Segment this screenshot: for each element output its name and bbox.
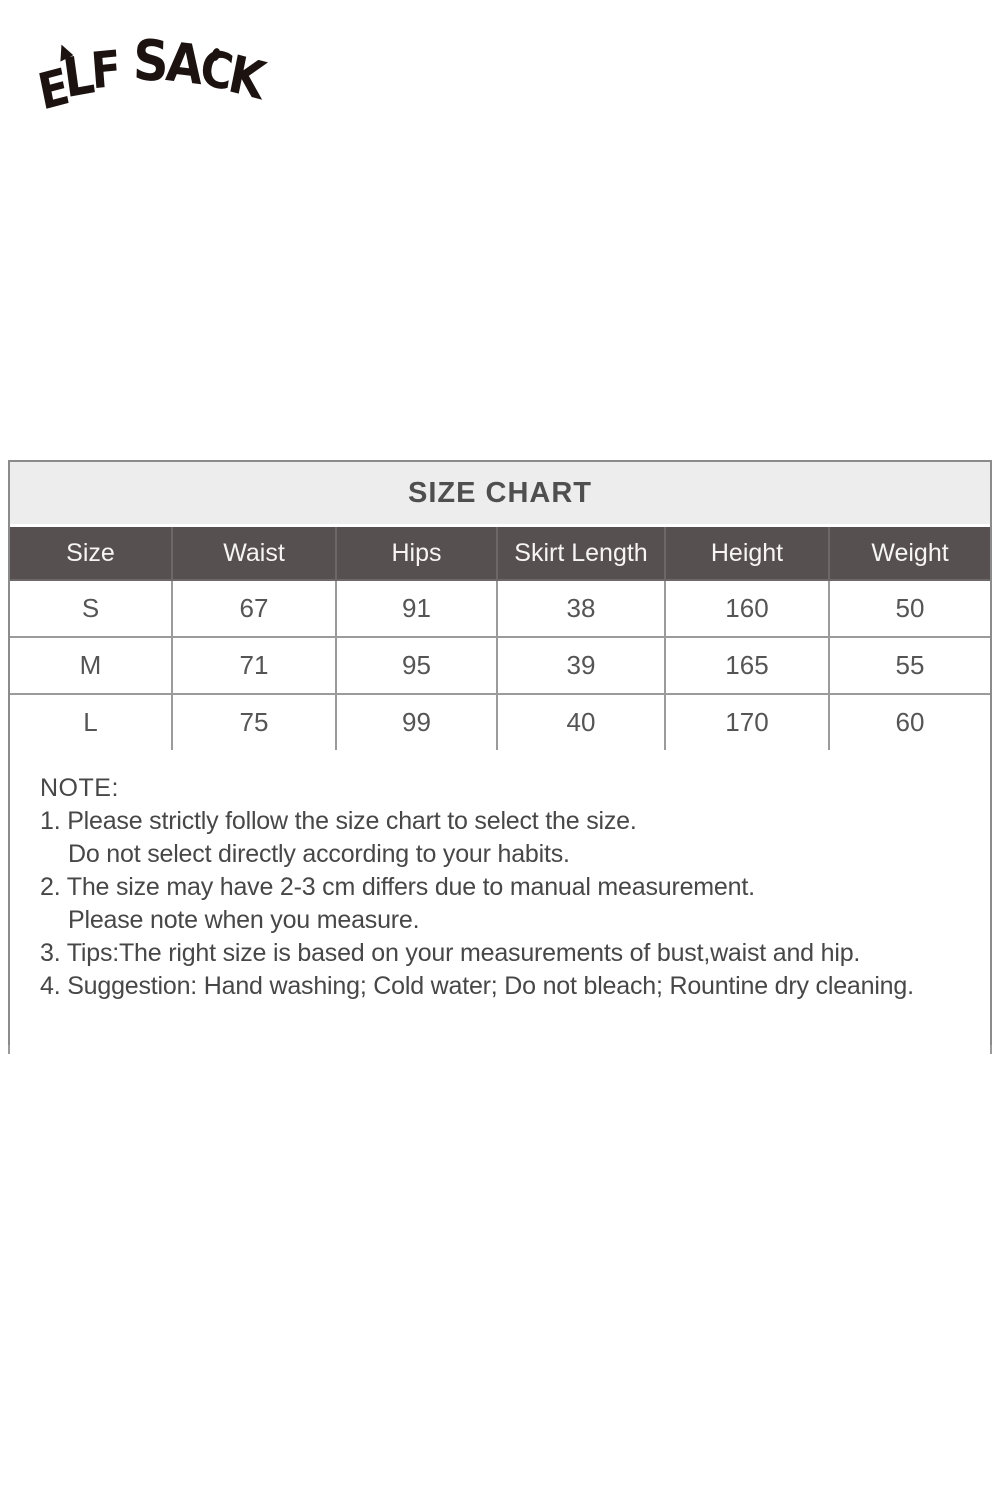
value-cell: 71 bbox=[172, 637, 336, 694]
value-cell: 55 bbox=[829, 637, 990, 694]
table-row-m bbox=[10, 637, 990, 694]
note-line-2: 2. The size may have 2-3 cm differs due to manual measurement. bbox=[40, 873, 755, 901]
column-header-size: Size bbox=[10, 527, 172, 580]
table-row-s bbox=[10, 580, 990, 637]
size-chart-title: SIZE CHART bbox=[10, 462, 990, 527]
logo-letter: S bbox=[131, 28, 167, 95]
value-cell: 39 bbox=[497, 637, 665, 694]
value-cell: 95 bbox=[336, 637, 497, 694]
column-header-height: Height bbox=[665, 527, 829, 580]
note-line-1: 1. Please strictly follow the size chart to select the size. bbox=[40, 807, 637, 835]
value-cell: 60 bbox=[829, 694, 990, 750]
brand-logo bbox=[33, 28, 268, 142]
table-row-l bbox=[10, 694, 990, 750]
value-cell: 160 bbox=[665, 580, 829, 637]
logo-letter: L bbox=[59, 42, 96, 111]
note-section bbox=[10, 750, 990, 1047]
header-row bbox=[10, 527, 990, 580]
value-cell: 165 bbox=[665, 637, 829, 694]
size-chart-panel bbox=[8, 460, 992, 1050]
column-header-weight: Weight bbox=[829, 527, 990, 580]
value-cell: 40 bbox=[497, 694, 665, 750]
note-line-1b: Do not select directly according to your habits. bbox=[68, 840, 570, 868]
note-line-4: 4. Suggestion: Hand washing; Cold water; Do not bleach; Rountine dry cleaning. bbox=[40, 972, 914, 1000]
size-cell: M bbox=[10, 637, 172, 694]
logo-letter: K bbox=[223, 44, 268, 112]
next-section-top-edge bbox=[8, 1045, 992, 1054]
logo-letter: C bbox=[196, 38, 235, 102]
value-cell: 50 bbox=[829, 580, 990, 637]
note-line-2b: Please note when you measure. bbox=[68, 906, 420, 934]
column-header-skirt-length: Skirt Length bbox=[497, 527, 665, 580]
logo-letter: F bbox=[88, 39, 121, 101]
value-cell: 67 bbox=[172, 580, 336, 637]
column-header-hips: Hips bbox=[336, 527, 497, 580]
column-header-waist: Waist bbox=[172, 527, 336, 580]
logo-letter: A bbox=[163, 30, 204, 97]
size-cell: L bbox=[10, 694, 172, 750]
size-chart-table bbox=[10, 527, 990, 750]
value-cell: 99 bbox=[336, 694, 497, 750]
note-line-3: 3. Tips:The right size is based on your measurements of bust,waist and hip. bbox=[40, 939, 861, 967]
value-cell: 38 bbox=[497, 580, 665, 637]
logo-letter: E bbox=[33, 57, 72, 122]
value-cell: 75 bbox=[172, 694, 336, 750]
size-cell: S bbox=[10, 580, 172, 637]
value-cell: 170 bbox=[665, 694, 829, 750]
note-heading: NOTE: bbox=[40, 774, 119, 802]
value-cell: 91 bbox=[336, 580, 497, 637]
